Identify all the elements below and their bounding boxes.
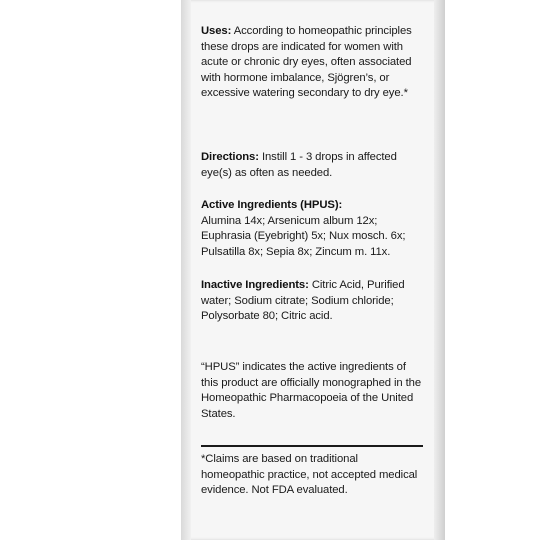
inactive-ingredients-section — [201, 278, 421, 325]
active-ingredients-section — [201, 198, 421, 260]
uses-heading: Uses: — [201, 25, 232, 37]
hpus-note: “HPUS” indicates the active ingredients of this product are officially monographed in the Homeopathic Pharmacopoeia of the United States. — [201, 361, 422, 420]
active-ingredients-heading: Active Ingredients (HPUS): — [201, 199, 343, 211]
uses-text: According to homeopathic principles these drops are indicated for women with acute or chronic dry eyes, often associated with hormone imbalance, Sjögren’s, or excessive watering secondary to dry eye.* — [201, 25, 412, 99]
box-left-edge-shading — [181, 0, 191, 540]
directions-text: Instill 1 - 3 drops in affected eye(s) as often as needed. — [201, 151, 397, 179]
section-divider — [201, 445, 423, 447]
claims-disclaimer: *Claims are based on traditional homeopathic practice, not accepted medical evidence. Not FDA evaluated. — [201, 453, 418, 496]
active-ingredients-text: Alumina 14x; Arsenicum album 12x; Euphrasia (Eyebright) 5x; Nux mosch. 6x; Pulsatilla 8x; Sepia 8x; Zincum m. 11x. — [201, 214, 406, 258]
directions-heading: Directions: — [201, 151, 259, 163]
directions-section — [201, 150, 421, 181]
uses-section — [201, 24, 421, 102]
box-right-edge-shading — [434, 0, 445, 540]
inactive-ingredients-text: Citric Acid, Purified water; Sodium citrate; Sodium chloride; Polysorbate 80; Citric acid. — [201, 279, 405, 322]
inactive-ingredients-heading: Inactive Ingredients: — [201, 279, 309, 291]
